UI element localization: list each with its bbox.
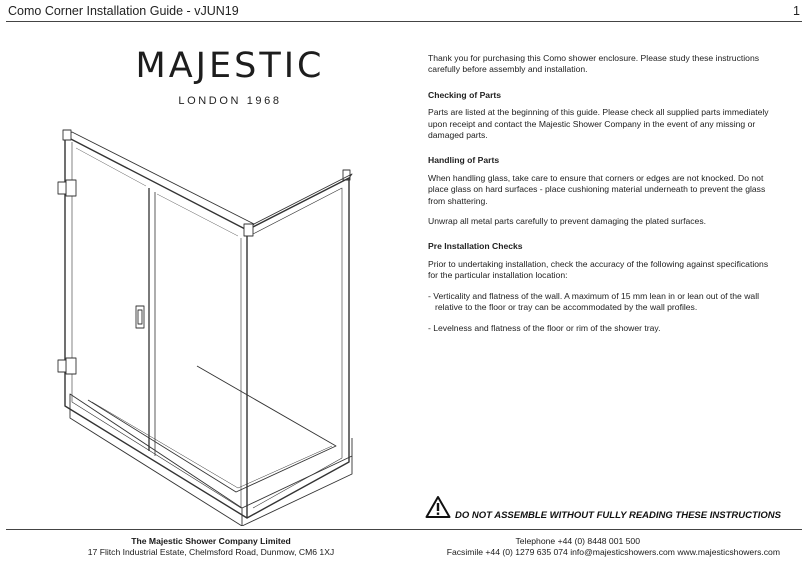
shower-tray-drawing bbox=[70, 366, 352, 526]
instructions-column bbox=[428, 53, 778, 334]
section-heading-handling-parts: Handling of Parts bbox=[428, 155, 500, 166]
header-divider bbox=[6, 21, 802, 22]
intro-paragraph: Thank you for purchasing this Como shower enclosure. Please study these instructions carefully before assembly and installation. bbox=[428, 53, 760, 75]
section-paragraph: Parts are listed at the beginning of this guide. Please check all supplied parts immediately upon receipt and contact the Majestic Shower Company in the event of any missing or damaged parts. bbox=[428, 107, 769, 141]
footer-fax-email-web: Facsimile +44 (0) 1279 635 074 info@majesticshowers.com www.majesticshowers.com bbox=[446, 547, 780, 557]
logo-wordmark: MAJESTIC bbox=[135, 46, 325, 86]
section-paragraph: Unwrap all metal parts carefully to prevent damaging the plated surfaces. bbox=[428, 216, 707, 227]
front-glass-panels bbox=[65, 132, 254, 518]
section-heading-checking-parts: Checking of Parts bbox=[428, 89, 502, 100]
section-heading-pre-installation: Pre Installation Checks bbox=[428, 241, 523, 252]
side-glass-panel bbox=[247, 170, 352, 518]
section-paragraph: Prior to undertaking installation, check the accuracy of the following against specifications for the particular installation location: bbox=[428, 258, 769, 281]
door-hinges bbox=[58, 180, 76, 374]
footer-telephone: Telephone +44 (0) 8448 001 500 bbox=[515, 536, 640, 546]
majestic-logo bbox=[102, 48, 358, 84]
section-paragraph: - Levelness and flatness of the floor or rim of the shower tray. bbox=[428, 322, 661, 333]
shower-enclosure-illustration bbox=[52, 126, 382, 526]
section-paragraph: - Verticality and flatness of the wall. A maximum of 15 mm lean in or lean out of the wall relative to the floor or tray can be accommodated by the wall profiles. bbox=[428, 290, 760, 313]
door-handle-drawing bbox=[136, 306, 144, 328]
page-number: 1 bbox=[793, 4, 800, 18]
document-title: Como Corner Installation Guide - vJUN19 bbox=[8, 4, 239, 18]
warning-triangle-icon bbox=[425, 495, 451, 519]
footer-company: The Majestic Shower Company Limited bbox=[131, 536, 291, 546]
section-paragraph: When handling glass, take care to ensure that corners or edges are not knocked. Do not place glass on hard surfaces - place cushioning material underneath to prevent the glass from shattering. bbox=[428, 172, 766, 206]
footer-divider bbox=[6, 529, 802, 530]
warning-text: DO NOT ASSEMBLE WITHOUT FULLY READING THESE INSTRUCTIONS bbox=[455, 510, 781, 521]
warning-notice bbox=[425, 495, 785, 523]
logo-tagline: LONDON 1968 bbox=[178, 95, 282, 107]
footer-address: 17 Flitch Industrial Estate, Chelmsford Road, Dunmow, CM6 1XJ bbox=[87, 547, 335, 557]
